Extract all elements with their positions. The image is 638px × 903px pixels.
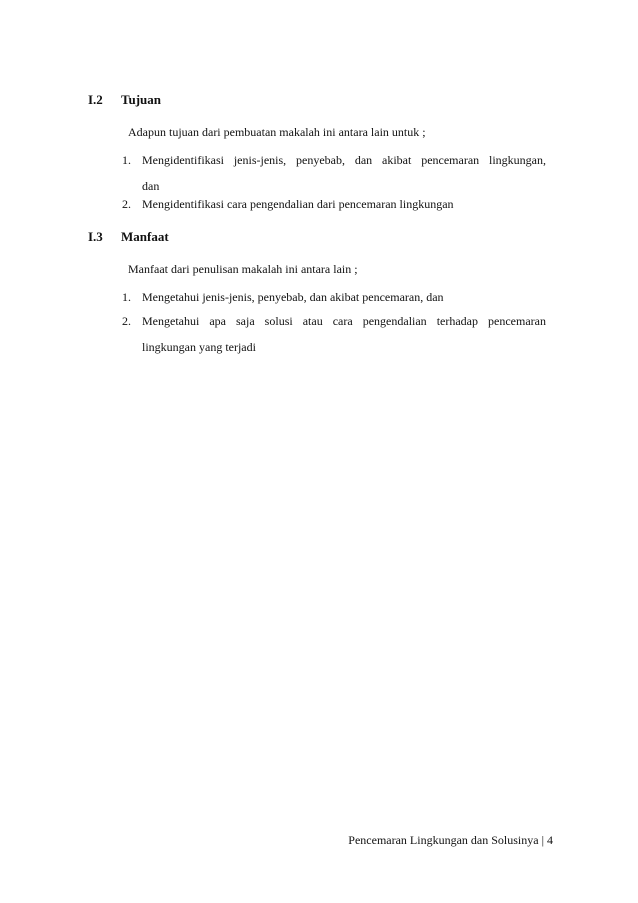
list-marker: 1. [122,290,131,304]
footer-title: Pencemaran Lingkungan dan Solusinya [348,833,539,847]
list-text-continued: lingkungan yang terjadi [142,340,256,354]
list-marker: 1. [122,153,131,167]
section-title: Manfaat [121,229,169,244]
list-text-continued: dan [142,179,160,193]
section-title: Tujuan [121,92,161,107]
list-text: Mengetahui jenis-jenis, penyebab, dan akibat pencemaran, dan [142,290,444,304]
section-intro: Adapun tujuan dari pembuatan makalah ini antara lain untuk ; [128,125,426,139]
section-number: I.2 [88,92,103,107]
list-text: Mengidentifikasi jenis-jenis, penyebab, dan akibat pencemaran lingkungan, [142,153,546,167]
list-marker: 2. [122,314,131,328]
footer-separator: | [541,833,544,847]
list-text: Mengidentifikasi cara pengendalian dari pencemaran lingkungan [142,197,454,211]
section-intro: Manfaat dari penulisan makalah ini antara lain ; [128,262,358,276]
page-number: 4 [547,833,553,847]
page-footer [348,833,553,848]
list-text: Mengetahui apa saja solusi atau cara pengendalian terhadap pencemaran [142,314,546,328]
list-marker: 2. [122,197,131,211]
section-heading-tujuan [88,92,161,108]
section-heading-manfaat [88,229,169,245]
section-number: I.3 [88,229,103,244]
